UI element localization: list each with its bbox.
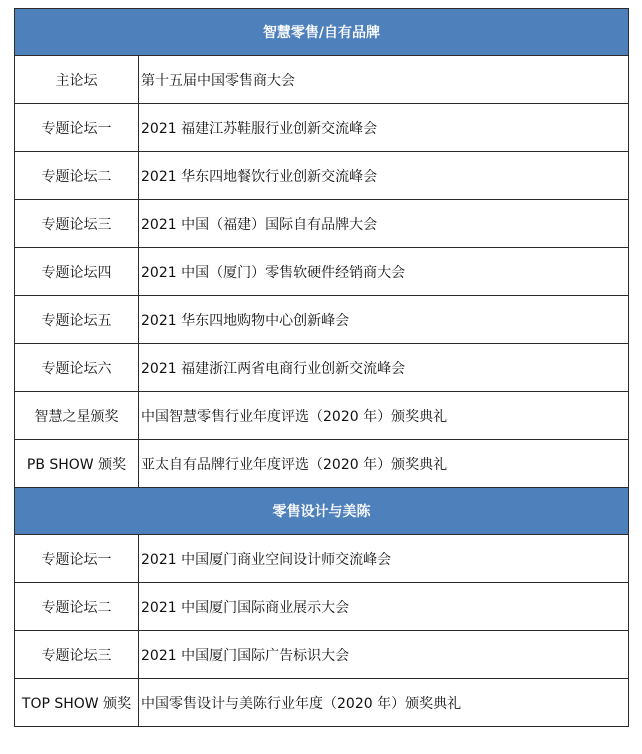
event-title: 2021 福建浙江两省电商行业创新交流峰会 xyxy=(139,344,629,392)
event-title: 亚太自有品牌行业年度评选（2020 年）颁奖典礼 xyxy=(139,440,629,488)
event-title: 2021 中国厦门商业空间设计师交流峰会 xyxy=(139,535,629,583)
event-title: 第十五届中国零售商大会 xyxy=(139,56,629,104)
forum-label: 智慧之星颁奖 xyxy=(15,392,139,440)
table-row xyxy=(15,583,629,631)
table-row xyxy=(15,104,629,152)
table-row xyxy=(15,392,629,440)
table-row xyxy=(15,152,629,200)
section-header-retail-design: 零售设计与美陈 xyxy=(15,488,629,535)
table-row xyxy=(15,631,629,679)
event-title: 2021 华东四地购物中心创新峰会 xyxy=(139,296,629,344)
event-title: 2021 中国厦门国际商业展示大会 xyxy=(139,583,629,631)
forum-label: 主论坛 xyxy=(15,56,139,104)
section-header-smart-retail: 智慧零售/自有品牌 xyxy=(15,9,629,56)
event-title: 中国零售设计与美陈行业年度（2020 年）颁奖典礼 xyxy=(139,679,629,727)
forum-label: PB SHOW 颁奖 xyxy=(15,440,139,488)
table-row xyxy=(15,248,629,296)
event-title: 中国智慧零售行业年度评选（2020 年）颁奖典礼 xyxy=(139,392,629,440)
forum-label: 专题论坛三 xyxy=(15,200,139,248)
forum-label: 专题论坛二 xyxy=(15,583,139,631)
forum-label: 专题论坛一 xyxy=(15,104,139,152)
event-title: 2021 中国（福建）国际自有品牌大会 xyxy=(139,200,629,248)
table-row xyxy=(15,296,629,344)
forum-label: 专题论坛三 xyxy=(15,631,139,679)
section-header-row xyxy=(15,488,629,535)
forum-label: TOP SHOW 颁奖 xyxy=(15,679,139,727)
event-title: 2021 华东四地餐饮行业创新交流峰会 xyxy=(139,152,629,200)
table-row xyxy=(15,679,629,727)
section-header-row xyxy=(15,9,629,56)
forum-label: 专题论坛一 xyxy=(15,535,139,583)
table-row xyxy=(15,200,629,248)
table-row xyxy=(15,56,629,104)
table-row xyxy=(15,535,629,583)
table-row xyxy=(15,440,629,488)
table-row xyxy=(15,344,629,392)
event-title: 2021 中国（厦门）零售软硬件经销商大会 xyxy=(139,248,629,296)
forum-label: 专题论坛二 xyxy=(15,152,139,200)
forum-label: 专题论坛五 xyxy=(15,296,139,344)
event-title: 2021 福建江苏鞋服行业创新交流峰会 xyxy=(139,104,629,152)
events-table xyxy=(14,8,629,727)
forum-label: 专题论坛六 xyxy=(15,344,139,392)
event-title: 2021 中国厦门国际广告标识大会 xyxy=(139,631,629,679)
forum-label: 专题论坛四 xyxy=(15,248,139,296)
